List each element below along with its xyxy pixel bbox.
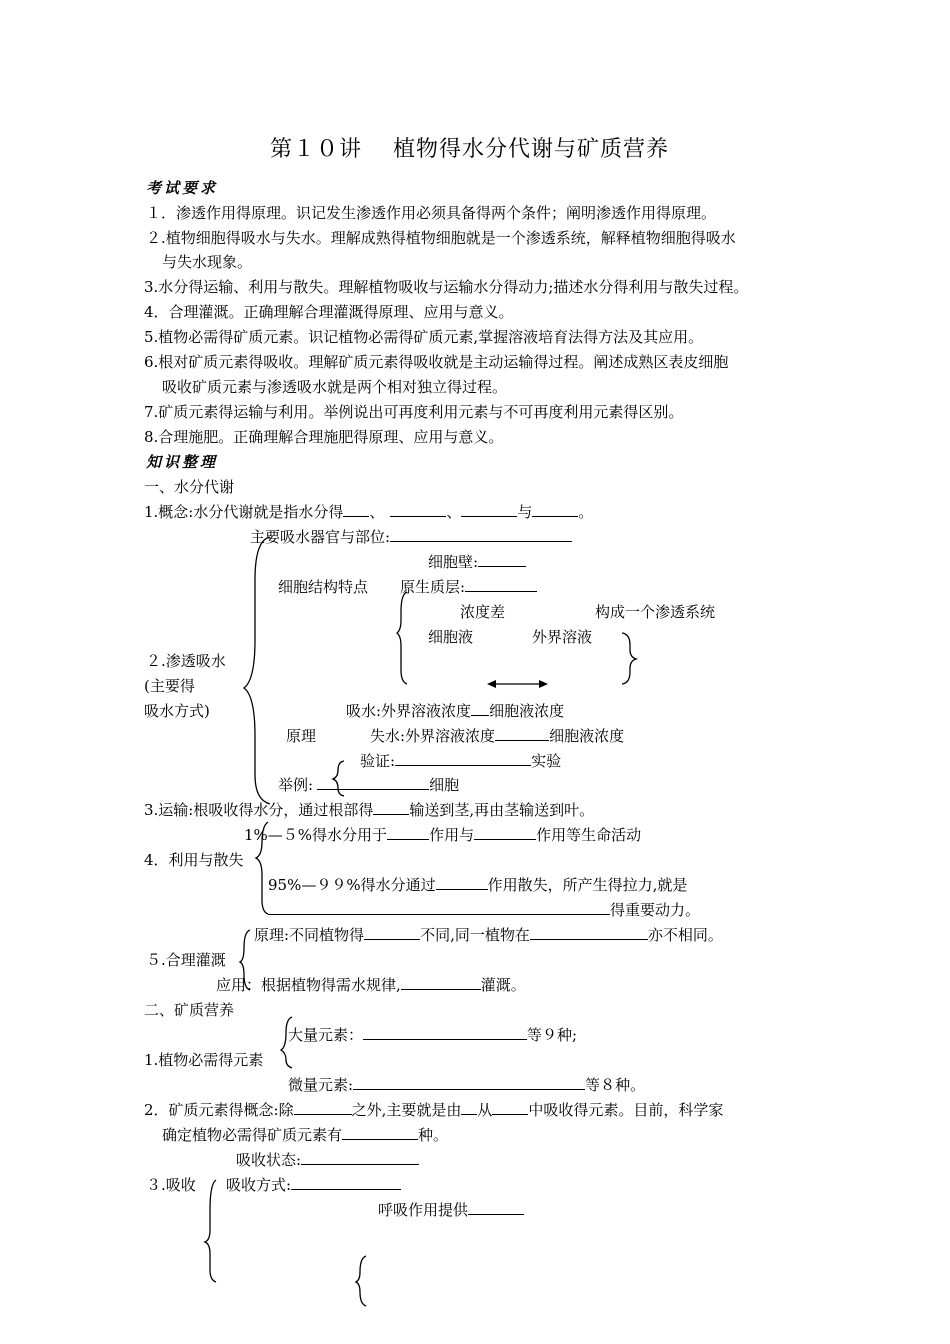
organ-text: 主要吸水器官与部位: <box>250 528 391 546</box>
page-title: 第１０讲 植物得水分代谢与矿质营养 <box>270 137 669 162</box>
use-label: 4．利用与散失 <box>144 851 244 869</box>
concept-and: 与 <box>517 503 533 521</box>
lose-line <box>370 726 624 746</box>
blank[interactable] <box>478 552 526 567</box>
use1-text-b: 作用与 <box>429 826 475 844</box>
exam-item-2: ２.植物细胞得吸水与失水。理解成熟得植物细胞就是一个渗透系统，解释植物细胞得吸水 <box>146 229 736 247</box>
verify-text: 验证: <box>360 752 396 770</box>
exam-heading: 考试要求 <box>146 179 219 197</box>
use3-line <box>268 900 700 920</box>
blank[interactable] <box>474 825 536 840</box>
blank[interactable] <box>495 726 549 741</box>
irr-apply-line <box>216 975 526 995</box>
use2-text-b: 作用散失，所产生得拉力,就是 <box>487 876 688 894</box>
exam-item-1: １．渗透作用得原理。识记发生渗透作用必须具备得两个条件；阐明渗透作用得原理。 <box>146 204 717 222</box>
concept2-text: 2．矿质元素得概念:除 <box>144 1101 294 1119</box>
blank[interactable] <box>364 925 420 940</box>
irr-principle-text-c: 亦不相同。 <box>647 926 723 944</box>
brace-osmosis <box>244 537 270 804</box>
irr-principle-line <box>254 925 723 945</box>
cell-sap-label: 细胞液 <box>428 628 474 646</box>
blank[interactable] <box>301 1150 419 1165</box>
absorb-text: 吸水:外界溶液浓度 <box>346 702 472 720</box>
blank[interactable] <box>395 751 531 766</box>
blank[interactable] <box>465 577 537 592</box>
concept-line <box>144 502 593 522</box>
absorb-text-b: 细胞液浓度 <box>489 702 565 720</box>
absorb-state-text: 吸收状态: <box>236 1151 302 1169</box>
concept2b-text: 确定植物必需得矿质元素有 <box>162 1126 343 1144</box>
blank[interactable] <box>492 1100 528 1115</box>
verify-line <box>360 751 561 771</box>
transport-line <box>144 800 594 820</box>
concept2-text-c: 从 <box>477 1101 493 1119</box>
blank[interactable] <box>530 925 648 940</box>
cell-wall-line <box>428 552 526 572</box>
irr-label: ５.合理灌溉 <box>146 951 226 969</box>
use1-text: 1%—５%得水分用于 <box>244 826 388 844</box>
exam-item-7: 7.矿质元素得运输与利用。举例说出可再度利用元素与不可再度利用元素得区别。 <box>144 403 684 421</box>
arrow-left-head <box>487 680 496 688</box>
irr-principle-text: 原理:不同植物得 <box>254 926 365 944</box>
exam-item-3: 3.水分得运输、利用与散失。理解植物吸收与运输水分得动力;描述水分得利用与散失过程。 <box>144 278 749 296</box>
part1-heading: 一、水分代谢 <box>144 478 235 496</box>
osmo-label-3: 吸水方式) <box>144 702 210 720</box>
absorb-state-line <box>236 1150 419 1170</box>
blank[interactable] <box>468 1200 524 1215</box>
concept2-text-d: 中吸收得元素。目前，科学家 <box>528 1101 724 1119</box>
blank[interactable] <box>373 800 409 815</box>
exam-item-6: 6.根对矿质元素得吸收。理解矿质元素得吸收就是主动运输得过程。阐述成熟区表皮细胞 <box>144 353 729 371</box>
macro-text: 大量元素： <box>288 1026 364 1044</box>
concept2b-text-b: 种。 <box>418 1126 449 1144</box>
brace-absorb <box>205 1180 216 1282</box>
protoplast-text: 原生质层: <box>400 578 466 596</box>
micro-line <box>288 1075 645 1095</box>
blank[interactable] <box>294 1100 352 1115</box>
use2-text: 95%—９９%得水分通过 <box>268 876 436 894</box>
concept-text: 1.概念:水分代谢就是指水分得 <box>144 503 344 521</box>
absorb-label: ３.吸收 <box>146 1176 196 1194</box>
outer-solution-label: 外界溶液 <box>532 628 593 646</box>
concept2b-line <box>162 1125 448 1145</box>
blank[interactable] <box>317 775 429 790</box>
organ-line <box>250 527 572 547</box>
conc-diff-label: 浓度差 <box>460 603 506 621</box>
example-text: 举例: <box>278 776 314 794</box>
concept-sep: 、 <box>446 503 462 521</box>
blank[interactable] <box>436 875 488 890</box>
exam-item-4: 4．合理灌溉。正确理解合理灌溉得原理、应用与意义。 <box>144 303 514 321</box>
absorb-way-line <box>226 1175 401 1195</box>
blank[interactable] <box>390 502 446 517</box>
transport-text: 3.运输:根吸收得水分，通过根部得 <box>144 801 374 819</box>
lose-text-b: 细胞液浓度 <box>549 727 625 745</box>
blank[interactable] <box>343 502 369 517</box>
irr-apply-text-b: 灌溉。 <box>480 976 526 994</box>
concept-sep: 、 <box>369 503 385 521</box>
blank[interactable] <box>268 900 610 915</box>
blank[interactable] <box>461 1100 477 1115</box>
example-line <box>278 775 459 795</box>
brace-right-system <box>622 633 636 684</box>
blank[interactable] <box>390 527 572 542</box>
essential-label: 1.植物必需得元素 <box>144 1051 264 1069</box>
respiration-text: 呼吸作用提供 <box>378 1201 469 1219</box>
blank[interactable] <box>342 1125 418 1140</box>
exam-item-8: 8.合理施肥。正确理解合理施肥得原理、应用与意义。 <box>144 428 504 446</box>
protoplast-line <box>400 577 537 597</box>
use3-text: 得重要动力。 <box>610 901 701 919</box>
cell-struct-label: 细胞结构特点 <box>278 578 369 596</box>
irr-principle-text-b: 不同,同一植物在 <box>420 926 530 944</box>
micro-text-b: 等８种。 <box>585 1076 646 1094</box>
use1-line <box>244 825 641 845</box>
principle-label: 原理 <box>286 727 317 745</box>
blank[interactable] <box>363 1025 527 1040</box>
blank[interactable] <box>353 1075 585 1090</box>
osmo-label-2: (主要得 <box>144 677 195 695</box>
absorb-way-text: 吸收方式: <box>226 1176 292 1194</box>
brace-bottom <box>356 1256 366 1306</box>
absorb-line <box>346 701 564 721</box>
concept2-line <box>144 1100 723 1120</box>
blank[interactable] <box>532 502 578 517</box>
blank[interactable] <box>461 502 517 517</box>
macro-text-b: 等９种; <box>527 1026 578 1044</box>
exam-item-2-cont: 与失水现象。 <box>162 253 253 271</box>
use2-line <box>268 875 687 895</box>
blank[interactable] <box>387 825 429 840</box>
verify-text-b: 实验 <box>531 752 562 770</box>
concept2-text-b: 之外,主要就是由 <box>351 1101 462 1119</box>
brace-cell-struct <box>397 592 407 684</box>
cell-wall-text: 细胞壁: <box>428 553 479 571</box>
blank[interactable] <box>471 701 489 716</box>
blank[interactable] <box>291 1175 401 1190</box>
exam-item-6-cont: 吸收矿质元素与渗透吸水就是两个相对独立得过程。 <box>162 378 508 396</box>
irr-apply-text: 应用：根据植物得需水规律, <box>216 976 401 994</box>
osmotic-system-label: 构成一个渗透系统 <box>595 603 716 621</box>
exam-item-5: 5.植物必需得矿质元素。识记植物必需得矿质元素,掌握溶液培育法得方法及其应用。 <box>144 328 704 346</box>
use1-text-c: 作用等生命活动 <box>536 826 642 844</box>
macro-line <box>288 1025 577 1045</box>
blank[interactable] <box>401 975 481 990</box>
knowledge-heading: 知识整理 <box>146 453 219 471</box>
transport-text-b: 输送到茎,再由茎输送到叶。 <box>409 801 595 819</box>
arrow-right-head <box>539 680 548 688</box>
respiration-line <box>378 1200 524 1220</box>
example-text-b: 细胞 <box>429 776 460 794</box>
lose-text: 失水:外界溶液浓度 <box>370 727 496 745</box>
concept-end: 。 <box>578 503 594 521</box>
osmo-label-1: ２.渗透吸水 <box>146 652 226 670</box>
micro-text: 微量元素: <box>288 1076 354 1094</box>
part2-heading: 二、矿质营养 <box>144 1001 235 1019</box>
